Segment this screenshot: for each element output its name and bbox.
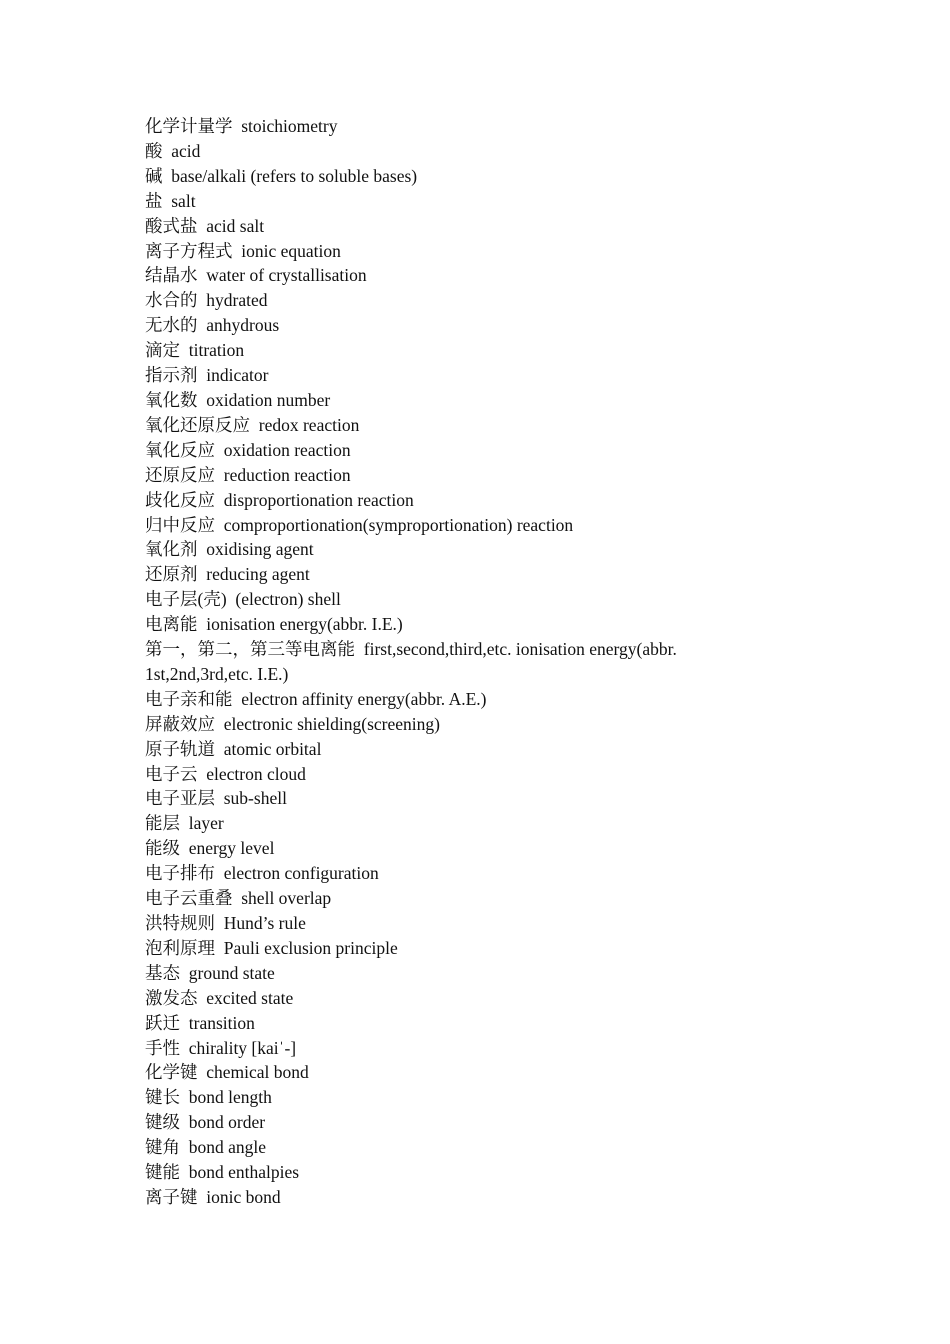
glossary-entry	[145, 961, 745, 986]
english-term: bond enthalpies	[188, 1162, 300, 1183]
chinese-term: 电子云重叠	[145, 888, 233, 909]
english-term: comproportionation(symproportionation) reaction	[223, 514, 574, 535]
chinese-term: 激发态	[145, 987, 198, 1008]
chinese-term: 键级	[145, 1112, 180, 1133]
english-term: base/alkali (refers to soluble bases)	[171, 165, 418, 186]
chinese-term: 歧化反应	[145, 489, 215, 510]
chinese-term: 化学键	[145, 1062, 198, 1083]
english-term: bond order	[188, 1112, 266, 1133]
chinese-term: 水合的	[145, 290, 198, 311]
english-term: oxidation reaction	[223, 439, 351, 460]
glossary-entry	[145, 164, 745, 189]
english-term: energy level	[188, 838, 275, 859]
glossary-entry	[145, 986, 745, 1011]
chinese-term: 能层	[145, 813, 180, 834]
glossary-entry	[145, 513, 745, 538]
english-term: bond length	[188, 1087, 272, 1108]
english-term: sub-shell	[223, 788, 287, 809]
english-term: transition	[188, 1012, 255, 1033]
glossary-entry	[145, 1085, 745, 1110]
glossary-entry	[145, 811, 745, 836]
chinese-term: 无水的	[145, 315, 198, 336]
english-term: ionic bond	[206, 1186, 281, 1207]
chinese-term: 酸	[145, 140, 163, 161]
glossary-entry	[145, 1060, 745, 1085]
glossary-entry	[145, 786, 745, 811]
glossary-entry	[145, 861, 745, 886]
glossary-entry	[145, 413, 745, 438]
english-term: oxidising agent	[206, 539, 314, 560]
english-term: electron cloud	[206, 763, 306, 784]
chinese-term: 电离能	[145, 614, 198, 635]
chinese-term: 氧化还原反应	[145, 414, 250, 435]
chinese-term: 手性	[145, 1037, 180, 1058]
chinese-term: 盐	[145, 190, 163, 211]
english-term: redox reaction	[258, 414, 360, 435]
glossary-entry	[145, 313, 745, 338]
glossary-entry	[145, 762, 745, 787]
english-term: electron configuration	[223, 863, 379, 884]
chinese-term: 电子云	[145, 763, 198, 784]
glossary-entry	[145, 587, 745, 612]
chinese-term: 氧化剂	[145, 539, 198, 560]
english-term: reducing agent	[206, 564, 310, 585]
english-term: ground state	[188, 962, 275, 983]
english-term: electronic shielding(screening)	[223, 713, 440, 734]
chinese-term: 还原剂	[145, 564, 198, 585]
english-term: disproportionation reaction	[223, 489, 414, 510]
chinese-term: 键能	[145, 1162, 180, 1183]
chinese-term: 屏蔽效应	[145, 713, 215, 734]
glossary-entry	[145, 139, 745, 164]
english-term: water of crystallisation	[206, 265, 367, 286]
glossary-entry	[145, 712, 745, 737]
english-term: acid salt	[206, 215, 265, 236]
chinese-term: 碱	[145, 165, 163, 186]
english-term: (electron) shell	[235, 589, 341, 610]
glossary-entry	[145, 388, 745, 413]
glossary-entry	[145, 263, 745, 288]
glossary-entry	[145, 1160, 745, 1185]
chinese-term: 化学计量学	[145, 116, 233, 136]
glossary-entry	[145, 288, 745, 313]
chinese-term: 电子排布	[145, 863, 215, 884]
glossary-entry	[145, 239, 745, 264]
english-term: chirality [kaiˈ-]	[188, 1037, 297, 1058]
chinese-term: 离子键	[145, 1186, 198, 1207]
english-term: first,second,third,etc. ionisation energy(abbr. 1st,2nd,3rd,etc. I.E.)	[145, 639, 677, 684]
glossary-entry	[145, 1011, 745, 1036]
chinese-term: 电子亲和能	[145, 688, 233, 709]
glossary-entry	[145, 463, 745, 488]
english-term: reduction reaction	[223, 464, 351, 485]
glossary-entry	[145, 338, 745, 363]
chinese-term: 电子层(壳)	[145, 589, 227, 610]
chinese-term: 氧化数	[145, 389, 198, 410]
chinese-term: 键角	[145, 1137, 180, 1158]
glossary-entry	[145, 886, 745, 911]
english-term: ionisation energy(abbr. I.E.)	[206, 614, 403, 635]
glossary-entry	[145, 612, 745, 637]
english-term: ionic equation	[241, 240, 341, 261]
english-term: oxidation number	[206, 389, 331, 410]
chinese-term: 基态	[145, 962, 180, 983]
chinese-term: 酸式盐	[145, 215, 198, 236]
glossary-entry	[145, 911, 745, 936]
english-term: excited state	[206, 987, 294, 1008]
english-term: Hund’s rule	[223, 913, 306, 933]
glossary-entry	[145, 214, 745, 239]
glossary-entry	[145, 1110, 745, 1135]
english-term: hydrated	[206, 290, 268, 311]
chinese-term: 泡利原理	[145, 937, 215, 958]
english-term: indicator	[206, 365, 269, 386]
glossary-entry	[145, 114, 745, 139]
glossary-entry	[145, 537, 745, 562]
english-term: atomic orbital	[223, 738, 322, 759]
glossary-entry	[145, 836, 745, 861]
chinese-term: 第一，第二，第三等电离能	[145, 639, 355, 660]
glossary-entry	[145, 438, 745, 463]
glossary-entry	[145, 562, 745, 587]
english-term: anhydrous	[206, 315, 280, 336]
english-term: bond angle	[188, 1137, 267, 1158]
glossary-entry	[145, 488, 745, 513]
english-term: titration	[188, 340, 245, 361]
chinese-term: 归中反应	[145, 514, 215, 535]
glossary-entry	[145, 189, 745, 214]
english-term: salt	[171, 190, 196, 211]
english-term: acid	[171, 140, 201, 161]
chinese-term: 指示剂	[145, 365, 198, 386]
chinese-term: 结晶水	[145, 265, 198, 286]
chinese-term: 离子方程式	[145, 240, 233, 261]
glossary-entry	[145, 1036, 745, 1061]
chinese-term: 键长	[145, 1087, 180, 1108]
glossary-entry	[145, 1135, 745, 1160]
chinese-term: 跃迁	[145, 1012, 180, 1033]
glossary-entry	[145, 737, 745, 762]
chinese-term: 原子轨道	[145, 738, 215, 759]
chinese-term: 氧化反应	[145, 439, 215, 460]
chinese-term: 滴定	[145, 340, 180, 361]
english-term: stoichiometry	[241, 116, 338, 136]
glossary-entry	[145, 637, 745, 687]
glossary-entry	[145, 936, 745, 961]
glossary-entry	[145, 687, 745, 712]
english-term: layer	[188, 813, 224, 834]
english-term: electron affinity energy(abbr. A.E.)	[241, 688, 487, 709]
chinese-term: 还原反应	[145, 464, 215, 485]
chinese-term: 电子亚层	[145, 788, 215, 809]
chinese-term: 洪特规则	[145, 913, 215, 933]
glossary-entry	[145, 1185, 745, 1210]
glossary-entry	[145, 363, 745, 388]
english-term: Pauli exclusion principle	[223, 937, 398, 958]
english-term: chemical bond	[206, 1062, 309, 1083]
english-term: shell overlap	[241, 888, 332, 909]
chinese-term: 能级	[145, 838, 180, 859]
glossary-list	[145, 114, 745, 1210]
